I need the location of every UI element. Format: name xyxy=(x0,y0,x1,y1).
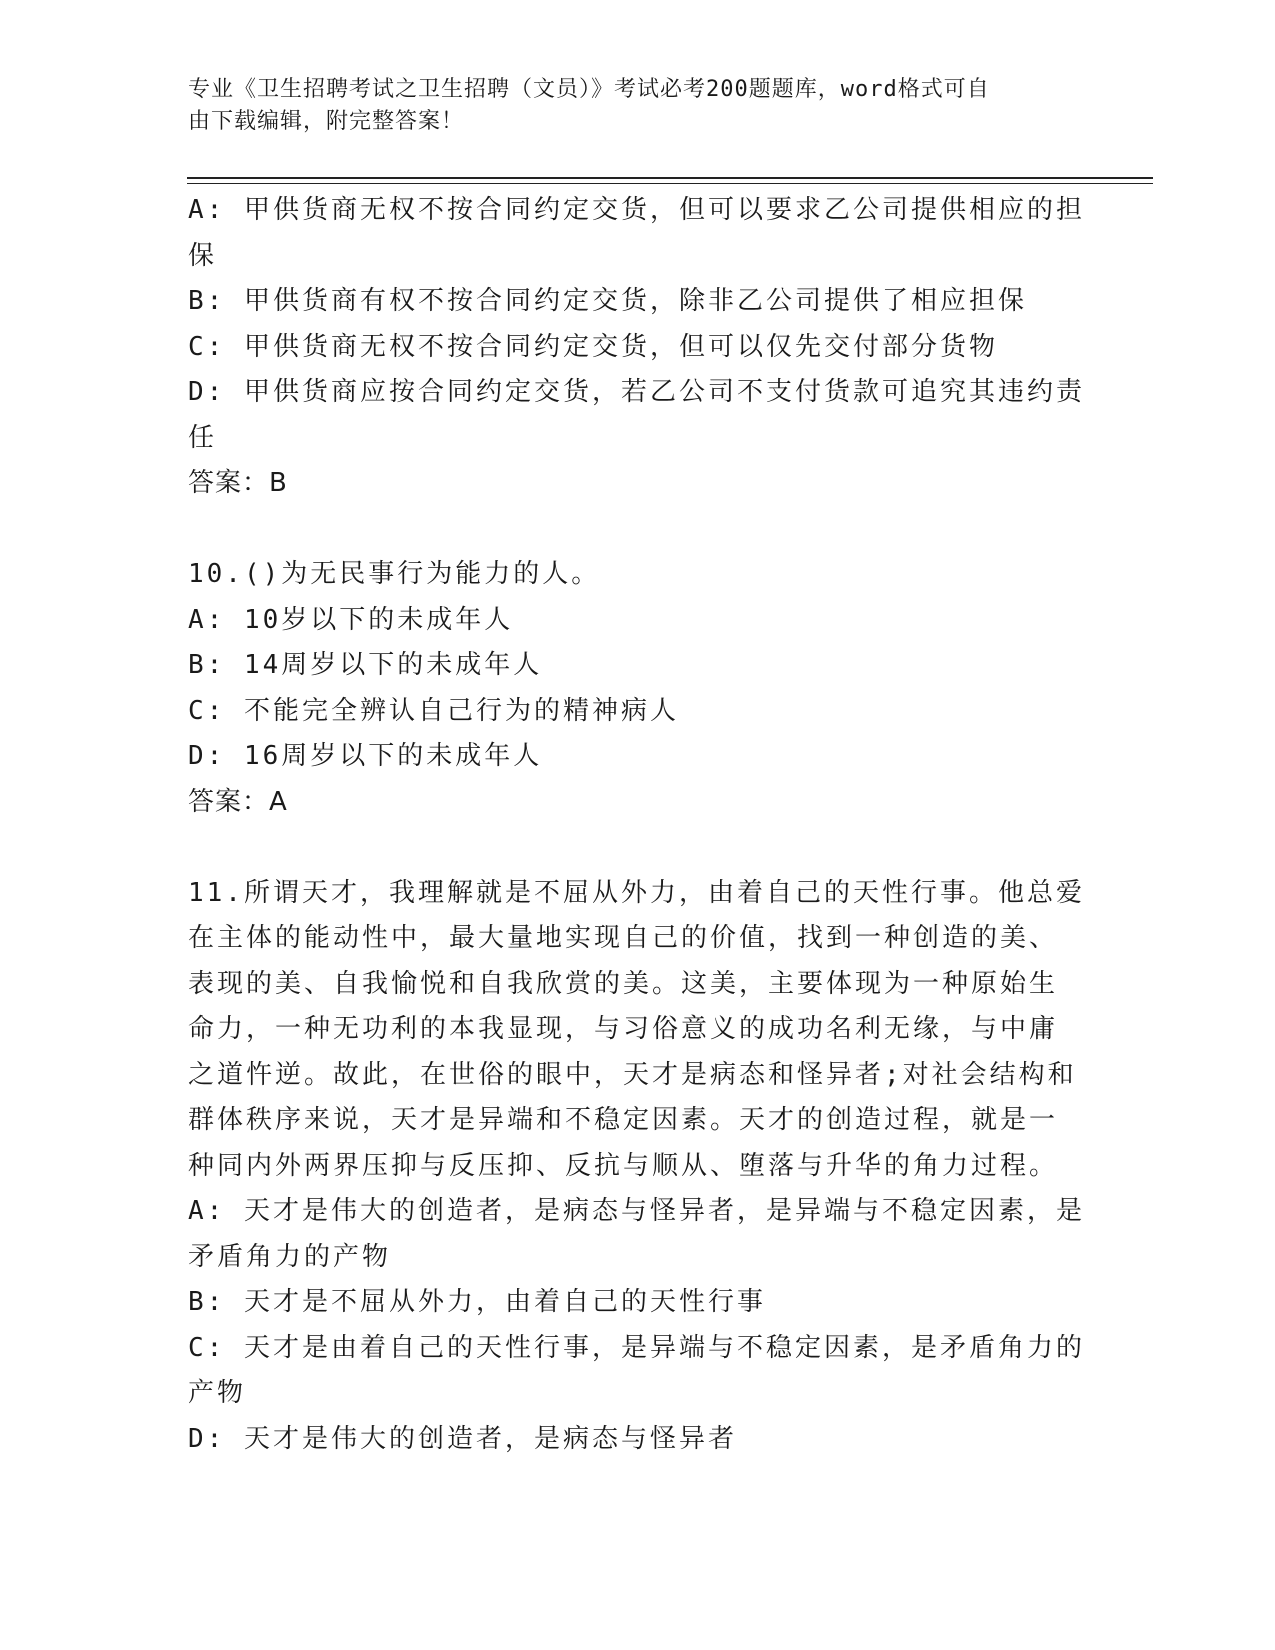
option-d-line-2: 任 xyxy=(188,422,218,453)
document-header xyxy=(188,74,1068,138)
option-c: C: 甲供货商无权不按合同约定交货，但可以仅先交付部分货物 xyxy=(188,331,998,362)
option-c-line-2: 产物 xyxy=(188,1378,247,1408)
document-body xyxy=(188,188,1085,1462)
question-stem-line: 种同内外两界压抑与反压抑、反抗与顺从、堕落与升华的角力过程。 xyxy=(188,1150,1059,1181)
question-stem-line: 表现的美、自我愉悦和自我欣赏的美。这美，主要体现为一种原始生 xyxy=(188,968,1059,999)
option-a-line-1: A: 甲供货商无权不按合同约定交货，但可以要求乙公司提供相应的担 xyxy=(188,195,1085,225)
question-stem: 10.()为无民事行为能力的人。 xyxy=(188,559,601,589)
option-a-line-2: 保 xyxy=(188,240,218,271)
option-a-line-2: 矛盾角力的产物 xyxy=(188,1241,392,1272)
option-c-line-1: C: 天才是由着自己的天性行事，是异端与不稳定因素，是矛盾角力的 xyxy=(188,1332,1085,1363)
question-stem-line: 在主体的能动性中，最大量地实现自己的价值，找到一种创造的美、 xyxy=(188,923,1059,953)
spacer xyxy=(188,825,1078,871)
question-stem-line: 命力，一种无功利的本我显现，与习俗意义的成功名利无缘，与中庸 xyxy=(188,1014,1059,1044)
question-stem-line: 之道忤逆。故此，在世俗的眼中，天才是病态和怪异者;对社会结构和 xyxy=(188,1059,1077,1090)
header-line-2: 由下载编辑，附完整答案！ xyxy=(188,109,465,134)
option-a-line-1: A: 天才是伟大的创造者，是病态与怪异者，是异端与不稳定因素，是 xyxy=(188,1196,1085,1226)
option-a: A: 10岁以下的未成年人 xyxy=(188,604,514,635)
option-d: D: 16周岁以下的未成年人 xyxy=(188,741,543,771)
answer: 答案：A xyxy=(188,786,288,817)
question-11 xyxy=(188,871,1085,1463)
answer: 答案：B xyxy=(188,468,288,498)
option-c: C: 不能完全辨认自己行为的精神病人 xyxy=(188,695,679,726)
question-9 xyxy=(188,188,1085,507)
option-d-line-1: D: 甲供货商应按合同约定交货，若乙公司不支付货款可追究其违约责 xyxy=(188,377,1085,407)
option-d: D: 天才是伟大的创造者，是病态与怪异者 xyxy=(188,1423,737,1454)
spacer xyxy=(188,507,1078,553)
header-line-1: 专业《卫生招聘考试之卫生招聘（文员）》考试必考200题题库，word格式可自 xyxy=(188,77,990,102)
header-divider-thick xyxy=(187,177,1153,179)
question-10 xyxy=(188,552,1078,825)
question-stem-line: 群体秩序来说，天才是异端和不稳定因素。天才的创造过程，就是一 xyxy=(188,1105,1059,1135)
option-b: B: 天才是不屈从外力，由着自己的天性行事 xyxy=(188,1287,766,1317)
header-divider-thin xyxy=(187,183,1153,184)
option-b: B: 14周岁以下的未成年人 xyxy=(188,650,543,680)
question-stem-line: 11.所谓天才，我理解就是不屈从外力，由着自己的天性行事。他总爱 xyxy=(188,877,1085,908)
option-b: B: 甲供货商有权不按合同约定交货，除非乙公司提供了相应担保 xyxy=(188,286,1027,316)
